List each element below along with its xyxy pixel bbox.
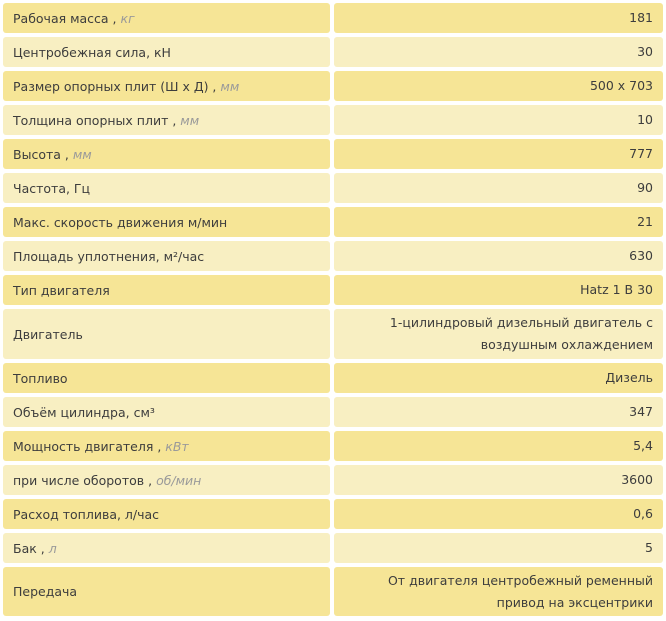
spec-row-cylinder-volume [3, 397, 663, 427]
spec-label: Размер опорных плит (Ш х Д) , мм [3, 71, 330, 101]
spec-value: От двигателя центробежный ременный привод на эксцентрики [334, 567, 663, 616]
spec-row-frequency [3, 173, 663, 203]
spec-value: 3600 [334, 465, 663, 495]
spec-value: Дизель [334, 363, 663, 393]
spec-label: Бак , л [3, 533, 330, 563]
spec-unit: кг [120, 10, 135, 26]
spec-unit: л [48, 540, 57, 556]
spec-value: 0,6 [334, 499, 663, 529]
spec-row-plate-thickness [3, 105, 663, 135]
spec-row-tank [3, 533, 663, 563]
spec-row-plate-size [3, 71, 663, 101]
spec-row-engine [3, 309, 663, 359]
spec-row-engine-type [3, 275, 663, 305]
spec-value: 5,4 [334, 431, 663, 461]
spec-label: Двигатель [3, 309, 330, 359]
spec-row-max-speed [3, 207, 663, 237]
spec-unit: мм [220, 78, 240, 94]
spec-row-operating-weight [3, 3, 663, 33]
spec-value: 1-цилиндровый дизельный двигатель с воздушным охлаждением [334, 309, 663, 359]
spec-unit: мм [180, 112, 200, 128]
spec-value: 500 х 703 [334, 71, 663, 101]
spec-value: 181 [334, 3, 663, 33]
spec-value: 90 [334, 173, 663, 203]
spec-label: Топливо [3, 363, 330, 393]
spec-row-centrifugal-force [3, 37, 663, 67]
spec-value: 21 [334, 207, 663, 237]
spec-label: Площадь уплотнения, м²/час [3, 241, 330, 271]
spec-value: 777 [334, 139, 663, 169]
spec-row-engine-power [3, 431, 663, 461]
spec-value: Hatz 1 B 30 [334, 275, 663, 305]
spec-label: Тип двигателя [3, 275, 330, 305]
spec-label: Расход топлива, л/час [3, 499, 330, 529]
spec-row-transmission [3, 567, 663, 616]
spec-row-height [3, 139, 663, 169]
spec-unit: кВт [165, 438, 189, 454]
spec-label: Объём цилиндра, см³ [3, 397, 330, 427]
spec-value: 5 [334, 533, 663, 563]
spec-label: при числе оборотов , об/мин [3, 465, 330, 495]
spec-value: 347 [334, 397, 663, 427]
spec-value: 630 [334, 241, 663, 271]
spec-row-compaction-area [3, 241, 663, 271]
spec-unit: мм [72, 146, 92, 162]
spec-unit: об/мин [156, 472, 202, 488]
spec-row-fuel-consumption [3, 499, 663, 529]
spec-label: Передача [3, 567, 330, 616]
spec-label: Толщина опорных плит , мм [3, 105, 330, 135]
spec-value: 30 [334, 37, 663, 67]
spec-row-rpm [3, 465, 663, 495]
spec-label: Мощность двигателя , кВт [3, 431, 330, 461]
spec-label: Макс. скорость движения м/мин [3, 207, 330, 237]
spec-label: Рабочая масса , кг [3, 3, 330, 33]
spec-row-fuel [3, 363, 663, 393]
spec-label: Частота, Гц [3, 173, 330, 203]
spec-value: 10 [334, 105, 663, 135]
spec-label: Высота , мм [3, 139, 330, 169]
spec-label: Центробежная сила, кН [3, 37, 330, 67]
